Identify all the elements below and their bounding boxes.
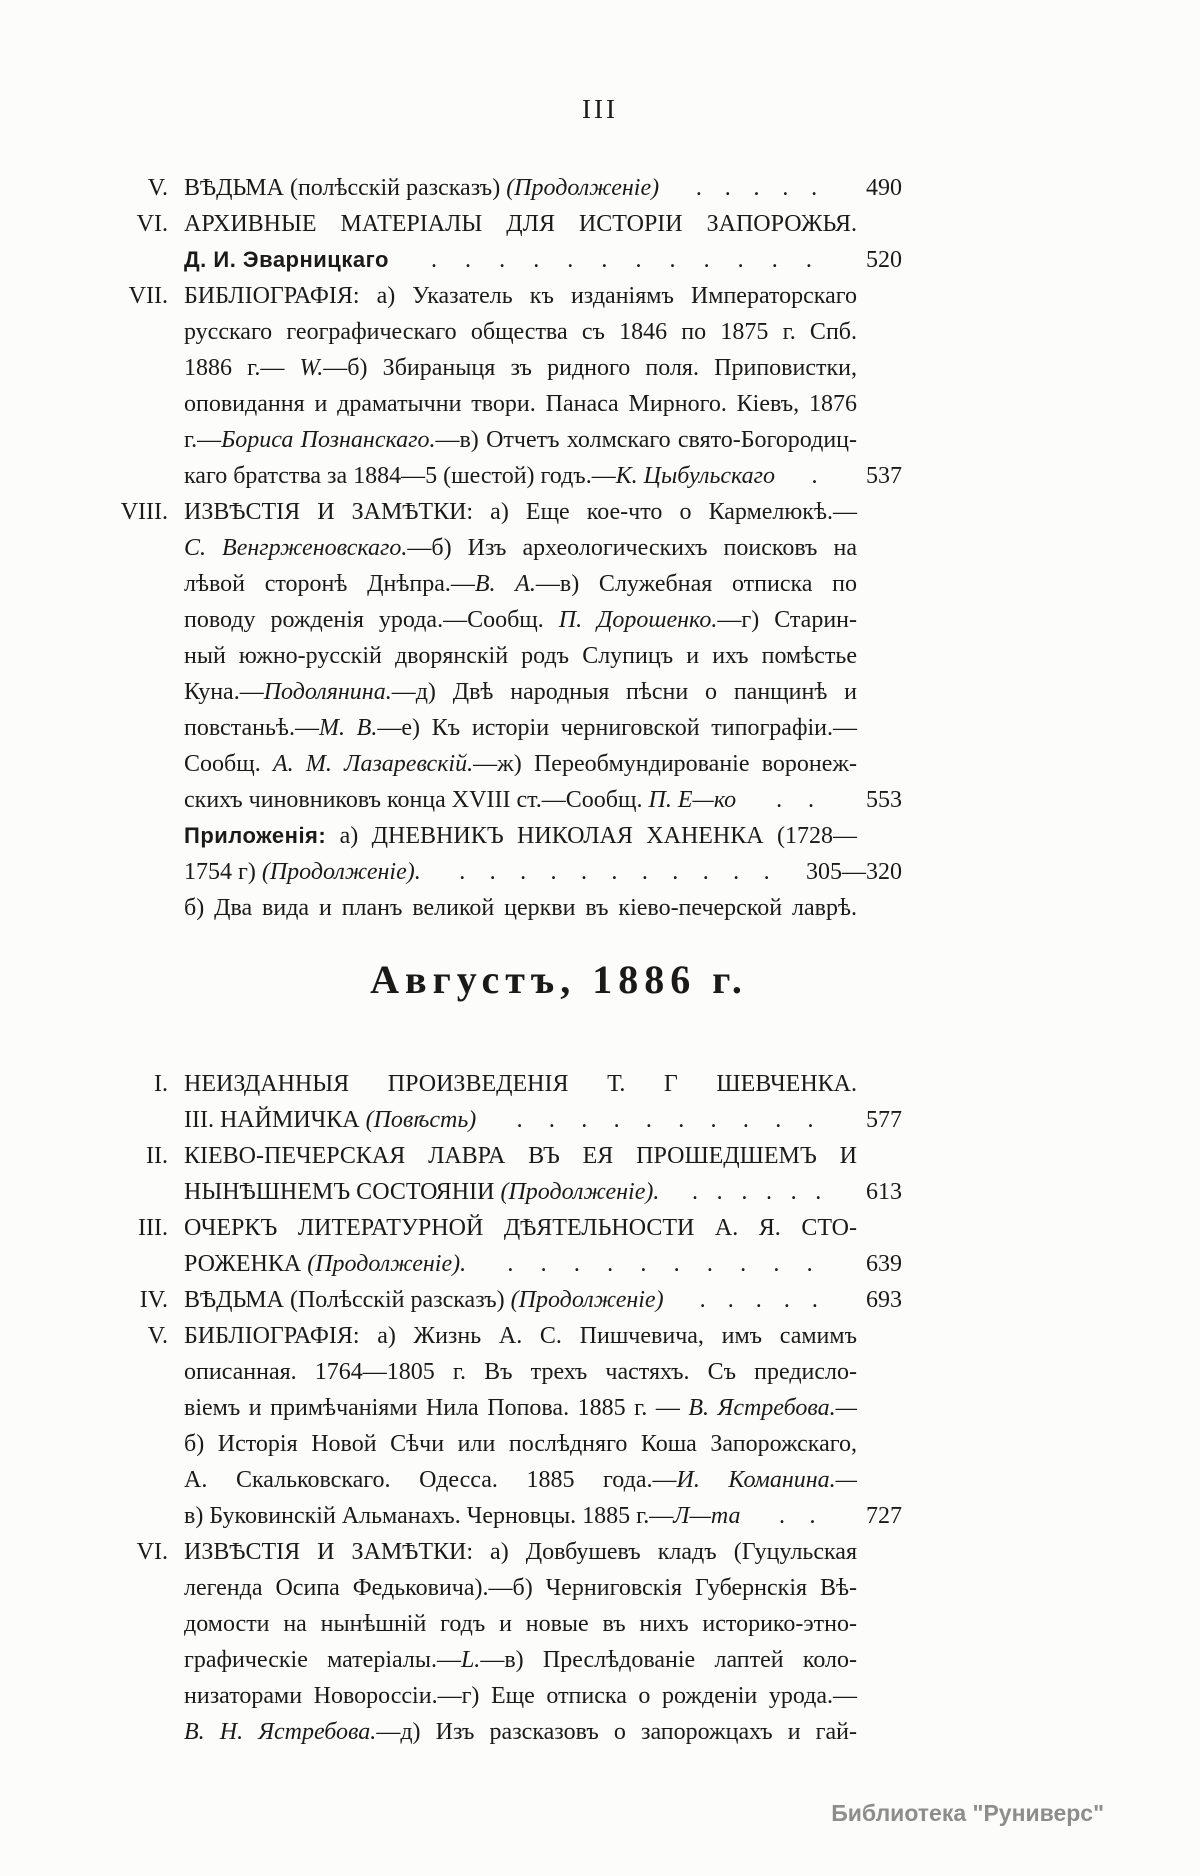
author-or-note-italic: В. Н. Ястребова. (184, 1719, 377, 1745)
item-text (184, 674, 857, 710)
plain-text: а) ДНЕВНИКЪ НИКОЛАЯ ХАНЕНКА (1728— (326, 823, 857, 849)
plain-text: поводу рожденія урода.—Сообщ. (184, 607, 559, 633)
author-or-note-italic: А. М. Лазаревскій. (272, 751, 474, 777)
toc-line (96, 1462, 902, 1498)
plain-text: лѣвой сторонѣ Днѣпра.— (184, 571, 475, 597)
plain-text: —в) Преслѣдованіе лаптей коло- (480, 1647, 857, 1673)
item-roman-numeral: II. (146, 1143, 168, 1169)
item-text (184, 1678, 857, 1714)
item-text (184, 1138, 857, 1174)
toc-line (96, 1570, 902, 1606)
toc-line (96, 1678, 902, 1714)
item-roman-numeral: VI. (136, 1539, 168, 1565)
item-text (184, 818, 857, 854)
toc-section-august (96, 1066, 902, 1750)
author-or-note-italic: П. Дорошенко. (558, 607, 718, 633)
item-text (184, 314, 857, 350)
item-text (184, 170, 659, 206)
page-reference: 727 (866, 1503, 902, 1529)
author-or-note-italic: (Продолженіе). (261, 859, 421, 885)
toc-line (96, 170, 902, 206)
item-text (184, 206, 857, 242)
toc-line (96, 890, 902, 926)
page-number-header: III (582, 94, 618, 124)
toc-line (96, 314, 902, 350)
author-or-note-italic: К. Цыбульскаго (615, 463, 776, 489)
dot-leader: . . . . . . . . . . . (459, 859, 770, 885)
plain-text: русскаго географическаго общества съ 1846 по 1875 г. Спб. (184, 319, 857, 345)
toc-line (96, 206, 902, 242)
plain-text: —б) Збираныця зъ ридного поля. Приповистки, (323, 355, 857, 381)
item-text (184, 602, 857, 638)
page-reference: 520 (866, 247, 902, 273)
item-text (184, 1102, 476, 1138)
item-text (184, 458, 775, 494)
dot-leader: . . . . . . . . . . (516, 1107, 814, 1133)
toc-line (96, 1642, 902, 1678)
plain-text: ИЗВѢСТІЯ И ЗАМѢТКИ: а) Довбушевъ кладъ (Гуцульская (184, 1539, 857, 1565)
plain-text: описанная. 1764—1805 г. Въ трехъ частяхъ. Съ предисло- (184, 1359, 857, 1385)
toc-line (96, 674, 902, 710)
toc-line (96, 1714, 902, 1750)
item-text (184, 386, 857, 422)
author-or-note-italic: В. А. (474, 571, 536, 597)
item-roman-numeral: I. (154, 1071, 168, 1097)
plain-text: НЕИЗДАННЫЯ ПРОИЗВЕДЕНІЯ Т. Г ШЕВЧЕНКА. (184, 1071, 857, 1097)
item-text (184, 242, 389, 278)
toc-line (96, 458, 902, 494)
plain-text: —в) Отчетъ холмскаго свято-Богородиц- (435, 427, 857, 453)
toc-line (96, 386, 902, 422)
item-text (184, 278, 857, 314)
toc-line (96, 1102, 902, 1138)
plain-text: БИБЛІОГРАФІЯ: а) Жизнь А. С. Пишчевича, имъ самимъ (184, 1323, 857, 1349)
toc-line (96, 1498, 902, 1534)
author-or-note-italic: Л—та (673, 1503, 741, 1529)
item-roman-numeral: V. (147, 175, 168, 201)
item-text (184, 1606, 857, 1642)
item-text (184, 854, 421, 890)
bold-label: Д. И. Эварницкаго (184, 247, 389, 272)
toc-line (96, 1138, 902, 1174)
plain-text: ВѢДЬМА (полѣсскій разсказъ) (184, 175, 507, 201)
plain-text: —б) Изъ археологическихъ поисковъ на (407, 535, 857, 561)
item-roman-numeral: VIII. (120, 499, 168, 525)
plain-text: —в) Служебная отписка по (535, 571, 857, 597)
plain-text: АРХИВНЫЕ МАТЕРІАЛЫ ДЛЯ ИСТОРІИ ЗАПОРОЖЬЯ. (184, 211, 857, 237)
item-text (184, 1282, 664, 1318)
toc-line (96, 1282, 902, 1318)
plain-text: РОЖЕНКА (184, 1251, 308, 1277)
item-text (184, 1210, 857, 1246)
item-text (184, 494, 857, 530)
dot-leader: . . . . . . . . . . (507, 1251, 813, 1277)
toc-line (96, 710, 902, 746)
item-text (184, 566, 857, 602)
plain-text: в) Буковинскій Альманахъ. Черновцы. 1885 г.— (184, 1503, 674, 1529)
plain-text: домости на нынѣшній годъ и новые въ нихъ историко-этно- (184, 1611, 857, 1637)
toc-line (96, 350, 902, 386)
plain-text: б) Два вида и планъ великой церкви въ кіево-печерской лаврѣ. (184, 895, 857, 921)
plain-text: ВѢДЬМА (Полѣсскій разсказъ) (184, 1287, 511, 1313)
toc-line (96, 530, 902, 566)
item-text (184, 1426, 857, 1462)
toc-line (96, 1066, 902, 1102)
plain-text: НЫНѢШНЕМЪ СОСТОЯНІИ (184, 1179, 501, 1205)
item-text (184, 1390, 857, 1426)
plain-text: А. Скальковскаго. Одесса. 1885 года.— (184, 1467, 677, 1493)
author-or-note-italic: П. Е—ко (648, 787, 737, 813)
author-or-note-italic: М. В. (318, 715, 378, 741)
plain-text: Сообщ. (184, 751, 273, 777)
dot-leader: . . . . . (699, 1287, 818, 1313)
toc-line (96, 1426, 902, 1462)
plain-text: —д) Изъ разсказовъ о запорожцахъ и гай- (376, 1719, 858, 1745)
toc-line (96, 602, 902, 638)
dot-leader: . . (776, 787, 815, 813)
plain-text: —е) Къ исторіи черниговской типографіи.— (377, 715, 858, 741)
item-text (184, 1642, 857, 1678)
author-or-note-italic: (Продолженіе). (500, 1179, 660, 1205)
toc-line (96, 494, 902, 530)
item-roman-numeral: VII. (128, 283, 168, 309)
toc-line (96, 1354, 902, 1390)
item-roman-numeral: III. (138, 1215, 168, 1241)
page-reference: 490 (866, 175, 902, 201)
plain-text: III. НАЙМИЧКА (184, 1107, 366, 1133)
plain-text: г.— (184, 427, 222, 453)
author-or-note-italic: С. Венгрженовскаго. (184, 535, 408, 561)
toc-section-july-end (96, 170, 902, 926)
item-text (184, 1498, 740, 1534)
toc-line (96, 1606, 902, 1642)
page-reference: 305—320 (806, 859, 902, 885)
dot-leader: . (811, 463, 818, 489)
plain-text: КІЕВО-ПЕЧЕРСКАЯ ЛАВРА ВЪ ЕЯ ПРОШЕДШЕМЪ И (184, 1143, 857, 1169)
author-or-note-italic: L. (460, 1647, 481, 1673)
toc-line (96, 1174, 902, 1210)
author-or-note-italic: В. Ястребова.— (688, 1395, 857, 1421)
page-reference: 693 (866, 1287, 902, 1313)
plain-text: 1886 г.— (184, 355, 300, 381)
toc-line (96, 638, 902, 674)
item-text (184, 350, 857, 386)
dot-leader: . . . . . . . . . . . . (430, 247, 812, 273)
item-text (184, 530, 857, 566)
item-text (184, 1534, 857, 1570)
toc-line (96, 1318, 902, 1354)
item-roman-numeral: IV. (139, 1287, 168, 1313)
page-reference: 537 (866, 463, 902, 489)
item-text (184, 710, 857, 746)
bold-label: Приложенія: (184, 823, 327, 848)
author-or-note-italic: Подолянина. (263, 679, 392, 705)
toc-line (96, 1210, 902, 1246)
plain-text: —г) Старин- (717, 607, 858, 633)
plain-text: БИБЛІОГРАФІЯ: а) Указатель къ изданіямъ Императорскаго (184, 283, 857, 309)
plain-text: —д) Двѣ народныя пѣсни о панщинѣ и (391, 679, 857, 705)
plain-text: віемъ и примѣчаніями Нила Попова. 1885 г. — (184, 1395, 689, 1421)
item-text (184, 1354, 857, 1390)
toc-line (96, 278, 902, 314)
toc-line (96, 422, 902, 458)
plain-text: каго братства за 1884—5 (шестой) годъ.— (184, 463, 616, 489)
dot-leader: . . . . . (695, 175, 818, 201)
item-text (184, 638, 857, 674)
page-reference: 639 (866, 1251, 902, 1277)
plain-text: графическіе матеріалы.— (184, 1647, 461, 1673)
item-text (184, 1462, 857, 1498)
page-reference: 613 (866, 1179, 902, 1205)
toc-line (96, 1390, 902, 1426)
page-reference: 577 (866, 1107, 902, 1133)
author-or-note-italic: W. (299, 355, 324, 381)
plain-text: ный южно-русскій дворянскій родъ Слупицъ и ихъ помѣстье (184, 643, 857, 669)
plain-text: скихъ чиновниковъ конца XVIII ст.—Сообщ. (184, 787, 649, 813)
page-reference: 553 (866, 787, 902, 813)
toc-line (96, 1534, 902, 1570)
item-text (184, 1318, 857, 1354)
plain-text: легенда Осипа Федьковича).—б) Черниговскія Губернскія Вѣ- (184, 1575, 857, 1601)
item-text (184, 782, 736, 818)
author-or-note-italic: (Продолженіе) (510, 1287, 664, 1313)
plain-text: оповидання и драматычни твори. Панаса Мирного. Кіевъ, 1876 (184, 391, 857, 417)
dot-leader: . . . . . . (692, 1179, 822, 1205)
library-watermark: Библиотека "Руниверс" (831, 1800, 1104, 1826)
plain-text: Куна.— (184, 679, 264, 705)
author-or-note-italic: (Продолженіе) (506, 175, 660, 201)
plain-text: —ж) Переобмундированіе воронеж- (473, 751, 858, 777)
section-heading-august: Августъ, 1886 г. (370, 957, 748, 1002)
toc-line (96, 1246, 902, 1282)
plain-text: ИЗВѢСТІЯ И ЗАМѢТКИ: а) Еще кое-что о Кармелюкѣ.— (184, 499, 857, 525)
item-text (184, 422, 857, 458)
plain-text: повстаньѣ.— (184, 715, 319, 741)
toc-line (96, 818, 902, 854)
item-text (184, 1570, 857, 1606)
toc-line (96, 782, 902, 818)
plain-text: 1754 г) (184, 859, 262, 885)
item-roman-numeral: VI. (136, 211, 168, 237)
item-text (184, 1246, 466, 1282)
item-text (184, 746, 857, 782)
item-roman-numeral: V. (147, 1323, 168, 1349)
plain-text: низаторами Новороссіи.—г) Еще отписка о рожденіи урода.— (184, 1683, 857, 1709)
item-text (184, 1714, 857, 1750)
dot-leader: . . (778, 1503, 816, 1529)
item-text (184, 1066, 857, 1102)
toc-line (96, 242, 902, 278)
author-or-note-italic: (Повѣсть) (365, 1107, 477, 1133)
author-or-note-italic: И. Команина.— (676, 1467, 858, 1493)
author-or-note-italic: (Продолженіе). (307, 1251, 467, 1277)
toc-line (96, 746, 902, 782)
plain-text: ОЧЕРКЪ ЛИТЕРАТУРНОЙ ДѢЯТЕЛЬНОСТИ А. Я. СТО- (184, 1215, 857, 1241)
author-or-note-italic: Бориса Познанскаго. (221, 427, 436, 453)
item-text (184, 890, 857, 926)
item-text (184, 1174, 659, 1210)
plain-text: б) Исторія Новой Сѣчи или послѣдняго Коша Запорожскаго, (184, 1431, 857, 1457)
toc-line (96, 566, 902, 602)
toc-line (96, 854, 902, 890)
